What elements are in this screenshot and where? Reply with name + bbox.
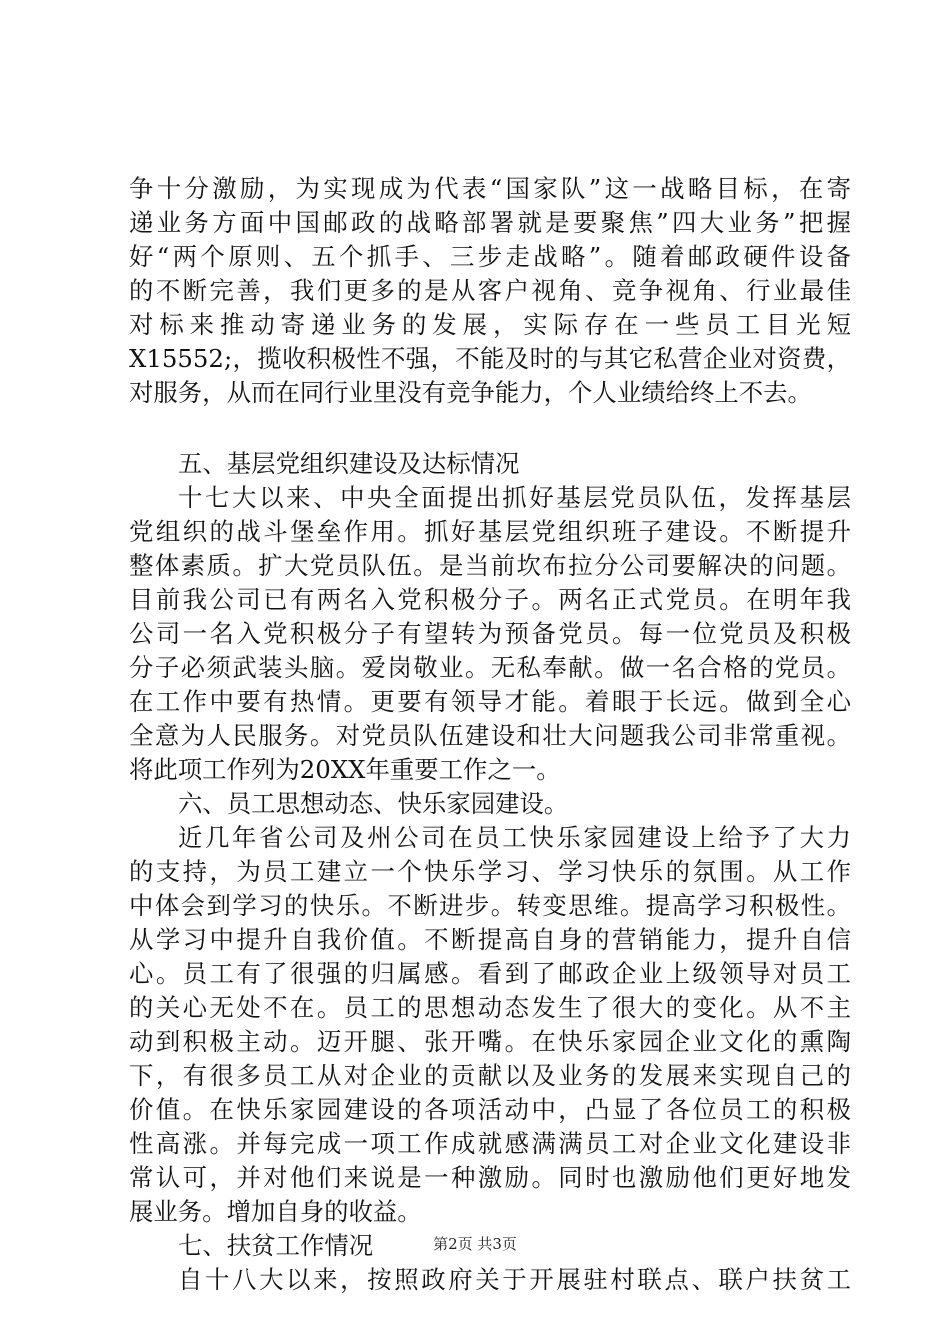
paragraph-section-5 xyxy=(129,481,851,787)
text-line: 十七大以来、中央全面提出抓好基层党员队伍，发挥基层 xyxy=(178,483,851,512)
text-line: 近几年省公司及州公司在员工快乐家园建设上给予了大力 xyxy=(178,823,851,852)
text-line: 对服务，从而在同行业里没有竞争能力，个人业绩给终上不去。 xyxy=(129,378,812,407)
text-line: 好“两个原则、五个抓手、三步走战略”。随着邮政硬件设备 xyxy=(129,242,851,271)
text-line: 的支持，为员工建立一个快乐学习、学习快乐的氛围。从工作 xyxy=(129,857,851,886)
text-line: 下，有很多员工从对企业的贡献以及业务的发展来实现自己的 xyxy=(129,1061,851,1090)
text-line: 自十八大以来，按照政府关于开展驻村联点、联户扶贫工 xyxy=(178,1265,851,1294)
text-line: 的不断完善，我们更多的是从客户视角、竞争视角、行业最佳 xyxy=(129,276,851,305)
text-line: 动到积极主动。迈开腿、张开嘴。在快乐家园企业文化的熏陶 xyxy=(129,1027,851,1056)
text-line: 心。员工有了很强的归属感。看到了邮政企业上级领导对员工 xyxy=(129,959,851,988)
text-line: 整体素质。扩大党员队伍。是当前坎布拉分公司要解决的问题。 xyxy=(129,551,851,580)
text-line: 从学习中提升自我价值。不断提高自身的营销能力，提升自信 xyxy=(129,925,851,954)
page-number-footer: 第2页 共3页 xyxy=(433,1235,517,1253)
text-line: 常认可，并对他们来说是一种激励。同时也激励他们更好地发 xyxy=(129,1163,851,1192)
paragraph-continued xyxy=(129,172,851,410)
paragraph-gap xyxy=(129,410,851,447)
text-line: 展业务。增加自身的收益。 xyxy=(129,1197,422,1226)
text-line: X15552;，揽收积极性不强，不能及时的与其它私营企业对资费， xyxy=(129,344,851,373)
text-line: 对标来推动寄递业务的发展，实际存在一些员工目光短 xyxy=(129,310,851,339)
text-line: 递业务方面中国邮政的战略部署就是要聚焦”四大业务”把握 xyxy=(129,208,851,237)
text-line: 的关心无处不在。员工的思想动态发生了很大的变化。从不主 xyxy=(129,993,851,1022)
paragraph-section-6 xyxy=(129,821,851,1229)
text-line: 分子必须武装头脑。爱岗敬业。无私奉献。做一名合格的党员。 xyxy=(129,653,851,682)
text-line: 中体会到学习的快乐。不断进步。转变思维。提高学习积极性。 xyxy=(129,891,851,920)
text-line: 目前我公司已有两名入党积极分子。两名正式党员。在明年我 xyxy=(129,585,851,614)
text-line: 公司一名入党积极分子有望转为预备党员。每一位党员及积极 xyxy=(129,619,851,648)
section-heading-6: 六、员工思想动态、快乐家园建设。 xyxy=(178,789,569,818)
text-line: 将此项工作列为20XX年重要工作之一。 xyxy=(129,755,561,784)
section-heading-7: 七、扶贫工作情况 xyxy=(178,1231,374,1260)
text-line: 全意为人民服务。对党员队伍建设和壮大问题我公司非常重视。 xyxy=(129,721,851,750)
text-line: 价值。在快乐家园建设的各项活动中，凸显了各位员工的积极 xyxy=(129,1095,851,1124)
text-line: 争十分激励，为实现成为代表“国家队”这一战略目标，在寄 xyxy=(129,174,851,203)
text-line: 在工作中要有热情。更要有领导才能。着眼于长远。做到全心 xyxy=(129,687,851,716)
section-heading-5: 五、基层党组织建设及达标情况 xyxy=(178,449,520,478)
document-body xyxy=(129,172,851,1297)
text-line: 性高涨。并每完成一项工作成就感满满员工对企业文化建设非 xyxy=(129,1129,851,1158)
text-line: 党组织的战斗堡垒作用。抓好基层党组织班子建设。不断提升 xyxy=(129,517,851,546)
paragraph-section-7 xyxy=(129,1263,851,1297)
